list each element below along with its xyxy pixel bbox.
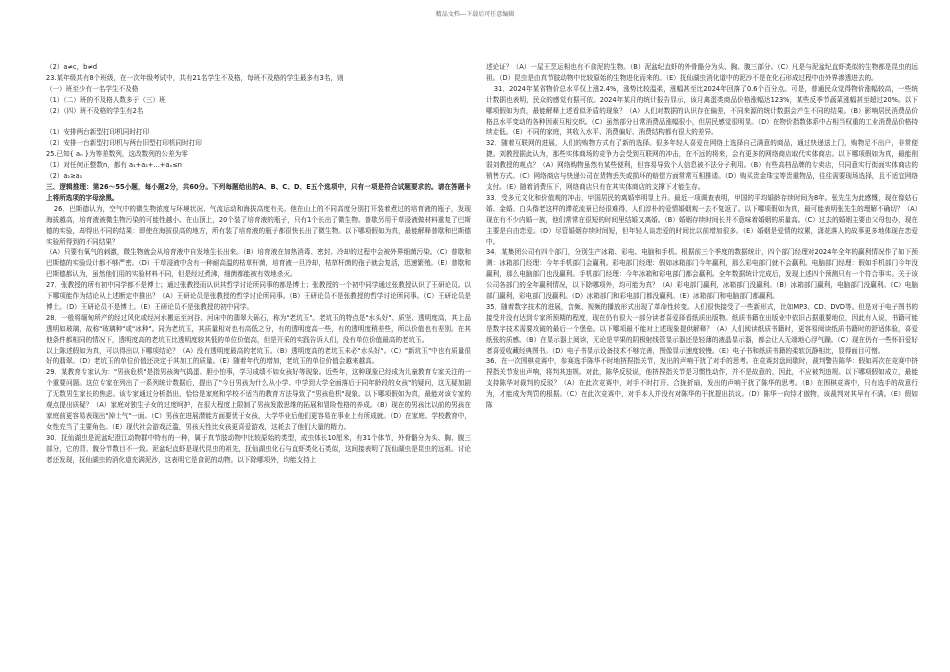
- left-column-paragraph: （1）（二）班的不及格人数多于（三）班: [46, 95, 166, 104]
- left-column-paragraph: 以上陈述假如为真，可以得出以下哪项结论？（A）没有透明度最高的老坑玉。（B）透明度高的老坑玉未必"水头好"。（C）"新坑玉"中也有质量很好的翡翠。（D）老坑玉的单位价值还决定于其加工的质量。（E）随着年代的增加，老坑玉的单位价值会越来越高。: [46, 346, 471, 366]
- right-column-paragraph: 35．随着数字技术的进展，音频、视频的播放形式出现了革命性转变。人们很快接受了一些新形式，比如MP3、CD、DVD等。但是对于电子图书的接受并没有达到专家所预期的程度，现在仍有很大一部分读者喜爱择看纸质出版物。纸质书籍在出版业中依旧占据重要地位，因此有人说，书籍可能是数字技术需要攻破的最后一个堡垒。以下哪项最不能对上述现象提供解释？（A）人们阅读纸质书籍时，更容易阅读纸质书籍时的舒适体验，喜爱纸张的质感。（B）在显示器上阅读，无论是苹果的阴极射线管显示器还是轻薄的液晶显示器，都会让人无端地心浮气躁。（C）现在仍有一些怀旧爱好者喜爱收藏经典图书。（D）电子书显示设备技术不够完善，图像显示速度较慢。（E）电子书和纸质书籍的柔软沉静相比，显得面目可憎。: [486, 302, 918, 355]
- right-column-paragraph: 述论证？（A）一屋王烹运相也有不食泥的生物。（B）泥盆纪直虾的外骨骼分为头、胸、腹三部分。（C）凡是与泥盆纪直虾类似的生物都是昆虫的远祖。（D）昆虫是由真节肢动物中比较原始的生物进化而来的。（E）抚仙湖虫消化道中的泥沙不是在化石形成过程中由外界渗透进去的。: [486, 63, 918, 82]
- right-column-paragraph: 36．在一次围棋竞赛中，参赛选手陈华不时地挤捏指关节，发出的声响干扰了对手的思考。在竞赛封盘间歇时，裁判警告陈华：假如再次在竞赛中挤捏指关节发出声响，将判其违规。对此，陈华反驳说，他挤捏指关节是习惯性动作，并不是故意的，因此，不应被判违规。以下哪项假如成立，最能支持陈华对裁判的反驳？（A）在此次竞赛中，对手不时打开、合拢折扇，发出的声响干扰了陈华的思考。（B）在围棋竞赛中，只有选手的故意行为，才能成为判罚的根据。（C）在此次竞赛中，对手本人并没有对陈华的干扰提出抗议。（D）陈华一向恃才傲物，该裁判对其早有不满。（E）假如陈: [486, 357, 918, 410]
- left-column-paragraph: 29．某教育专家认为："男孩危机"是指男孩淘气捣蛋、胆小怕事，学习成绩不如女孩好等现象。近些年，这种现象已经成为儿童教育专家关注的一个重要问题。这位专家在列出了一系列统计数据后，提出了"今日男孩为什么从小学、中学到大学全面落后于同年龄段的女孩"的疑问，这无疑加剧了无数男生家长的焦虑。该专家通过分析指出，恰恰是家庭和学校不适当的教育方法导致了"男孩危机"现象。以下哪项假如为真，最能对该专家的观点提出质疑？（A）家庭对独生子女的过度呵护，在很大程度上限制了男孩发散思维的拓展和冒险性格的养成。（B）现在的男孩比以前的男孩在家庭前更容易表现出"掉士气"一面。（C）男孩在进展潜能方面要优于女孩，大学毕业后他们更容易在事业上有所成就。（D）在家庭、学校教育中，女性充当了主要角色。（E）现代社会游戏泛滥，男孩天性比女孩更喜爱游戏，这耗去了他们大量的精力。: [46, 368, 471, 431]
- left-column-paragraph: （A）只要有氧气的刺激，微生物就会从培育液中自发地生长出来。（B）培育液在加热消毒、密封、冷却的过程中会被外界细菌污染。（C）普歇和巴斯德的实验设计都不够严密。（D）干草浸液中含有一种耐高温的枯草杆菌，培育液一旦冷却，枯草杆菌的孢子就会复活，迅速繁殖。（E）普歇和巴斯德都认为，虽然他们用的实验材料不同，但是经过煮沸，细菌都能被有效地杀灭。: [46, 248, 471, 279]
- right-column-paragraph: 32．随着互联网的进展，人们的购物方式有了新的选择。很多年轻人喜爱在网络上选择自己满意的商品，通过快递送上门，购物足不出户，非常便捷。刘教授据此认为，那些实体商场的竞争力会受到互联网的冲击，在不远的将来，会有更多的网络商店取代实体商店。以下哪项假如为真，最能削弱刘教授的观点？（A）网络购物虽然有某些便利，但容易导致个人信息被不法分子利用。（B）有些高档品牌的专卖店，只同意实行街面实体商店的销售方式。（C）网络商店与快递公司在货物丢失或损坏的赔偿方面常常互相推诿。（D）购买贵金珠宝等贵重物品，往往需要现场选择，且不适宜网络支付。（E）随着消费压下，网络商店只有在其实体商店的支撑下才能生存。: [486, 139, 918, 191]
- left-column-paragraph: 27．张教授的所有初中同学都不是博士；通过张教授而认识其哲学讨论所同事的都是博士；张教授的一个初中同学通过张教授认识了王研论员。以下哪项能作为结论从上述断定中推出？（A）王研论员是张教授的哲学讨论所同事。（B）王研论员不是张教授的哲学讨论所同事。（C）王研论员是博士。（D）王研论员不是博士。（E）王研论员不是张教授的初中同学。: [46, 281, 471, 311]
- left-column-paragraph: （1）对任何正整数n，都有 a₁+a₂+…+aₙ≤n: [46, 161, 182, 170]
- left-column-paragraph: 三、逻辑推理：第26～55小题，每小题2分，共60分。下列每题给出的A、B、C、D、E五个选项中，只有一项是符合试题要求的。请在答题卡上将所选项的字母涂黑。: [46, 182, 471, 202]
- left-column-paragraph: （一）班至少有一名学生不及格: [46, 84, 139, 93]
- right-column-paragraph: 34．某集团公司有四个部门，分别生产冰箱、彩电、电脑和手机。根据前三个季度的数据统计，四个部门经理对2024年全年的赢利情况作了如下预测：冰箱部门经理：今年手机部门会赢利。彩电部门经理：假如冰箱部门今年赢利，那么彩电部门就不会赢利。电脑部门经理：假如手机部门今年没赢利，那么电脑部门也没赢利。手机部门经理：今年冰箱和彩电部门都会赢利。全年数据统计完成后，发现上述四个预测只有一个符合事实。关于该公司各部门的全年赢利情况，以下除哪项外，均可能为真？（A）彩电部门赢利，冰箱部门没赢利。（B）冰箱部门赢利，电脑部门没赢利。（C）电脑部门赢利，彩电部门没赢利。（D）冰箱部门和彩电部门都没赢利。（E）冰箱部门和电脑部门都赢利。: [486, 248, 918, 301]
- left-column-paragraph: 25.已知{ aₙ }为等差数列，这改数列的公差为零: [46, 150, 188, 159]
- left-column-paragraph: 26．巴斯德认为，空气中的微生物浓度与环境状况、气流运动和海拔高度有关。他在山上的不同高度分别打开装着煮过的培育液的瓶子，发现海拔越高，培育液被微生物污染的可能性越小。在山顶上，20个装了培育液的瓶子，只有1个长出了微生物。普歇另用干草浸液做材料重复了巴斯德的实验，却得出不同的结果：即使在海拔很高的地方，所有装了培育液的瓶子都很快长出了微生物。以下哪项假如为真，最能解释普歇和巴斯德实验所得到的不同结果？: [46, 204, 471, 246]
- right-column: [486, 62, 918, 411]
- left-column-paragraph: （2）（四）班不及格的学生有2名: [46, 106, 144, 115]
- left-column-paragraph: （2）a≠c，b≠d: [46, 63, 98, 71]
- left-column-paragraph: 30．抚仙湖虫是泥盆纪澄江动物群中特有的一种，属于真节肢动物中比较原始的类型，成虫体长10厘米，有31个体节，外骨骼分为头、胸、腹三部分，它的背、腹分节数目不一致。泥盆纪直虾是现代昆虫的祖先，抚仙湖虫化石与直虾类化石类似，这间接表明了抚仙湖虫是昆虫的远祖。讨论者还发现，抚仙湖虫的消化道充满泥沙，这表明它是食泥的动物。以下除哪项外，均能支持上: [46, 433, 471, 464]
- left-column-paragraph: 28．一般将缅甸所产的经过风化或经河水搬运至河谷、河床中的翡翠大砾石，称为"老坑玉"。老坑玉的特点是"水头好"、质坚、透明度高，其上品透明如玻璃，故称"玻璃种"或"冰种"。同为老坑玉，其质量相对也有高低之分，有的透明度高一些，有的透明度稍差些，所以价值也有差别。在其他条件都相同的情况下，透明度高的老坑玉比透明度较其低的单位价值高，但是开采的实践告诉人们，没有单位价值最高的老坑玉。: [46, 313, 471, 344]
- page-header: 精品文档---下载后可任意编辑: [435, 11, 515, 18]
- left-column-paragraph: （1）安排两台新型打印机同时打印: [46, 128, 150, 137]
- left-column-paragraph: （2）a₂≥a₁: [46, 172, 83, 181]
- left-column-paragraph: [46, 117, 471, 128]
- right-column-paragraph: 33．受多元文化和价值观的冲击，甲国居民的离婚率明显上升。最近一项调查表明，甲国的平均婚龄存续时间为8年。张先生为此感慨，现在像姑石婚、金婚、白头偕老这样的滞花流景已经很难得，人们淳朴的爱情婚姻观一去不复返了。以下哪项假如为真，最可能表明张先生的理解不确切？（A）现在有不少内婚一族，他们常常在很短的时间里结婚又离婚。（B）婚姻存续时间长并不意味着婚姻的质量高。（C）过去的婚姻主要由父母包办，现在主要是自由恋爱。（D）尽管婚姻存续时间短，但年轻人谈恋爱的时间比以前增加很多。（E）婚姻是爱情的纹累，潇花落人的故事更多地体现在恋爱中。: [486, 193, 918, 246]
- left-column: [46, 62, 471, 466]
- left-column-paragraph: （2）安排一台新型打印机与两台旧型打印机同时打印: [46, 139, 202, 148]
- right-column-paragraph: 31．2024年某省物价总水平仅上涨2.4%，涨势比较温柔，涨幅甚至比2024年回落了0.6个百分点。可是，普通民众觉得物价涨幅较高，一些统计数据也表明，民众的感觉有据可依。2024年某月的统计报告显示，该月禽蛋类商品价格涨幅达123%，某些反季节蔬菜涨幅甚至超过20%。以下哪项假如为真，最能解释上述看似矛盾的现象？（A）人们对数据的认识存在偏差，不同来源的统计数据会产生不同的结果。（B）影响居民消费品价格总水平变动的各种因素互相交织。（C）虽然部分日常消费品涨幅很小，但居民感觉很明显。（D）在物价指数体系中占相当权重的工业消费品价格持续走低。（E）不同的家庭，其收入水平、消费偏好、消费结构都有很大的差异。: [486, 84, 918, 137]
- left-column-paragraph: 23.某年级共有8个班级，在一次年级考试中，共有21名学生不及格，每班不及格的学生最多有3名，则: [46, 73, 344, 82]
